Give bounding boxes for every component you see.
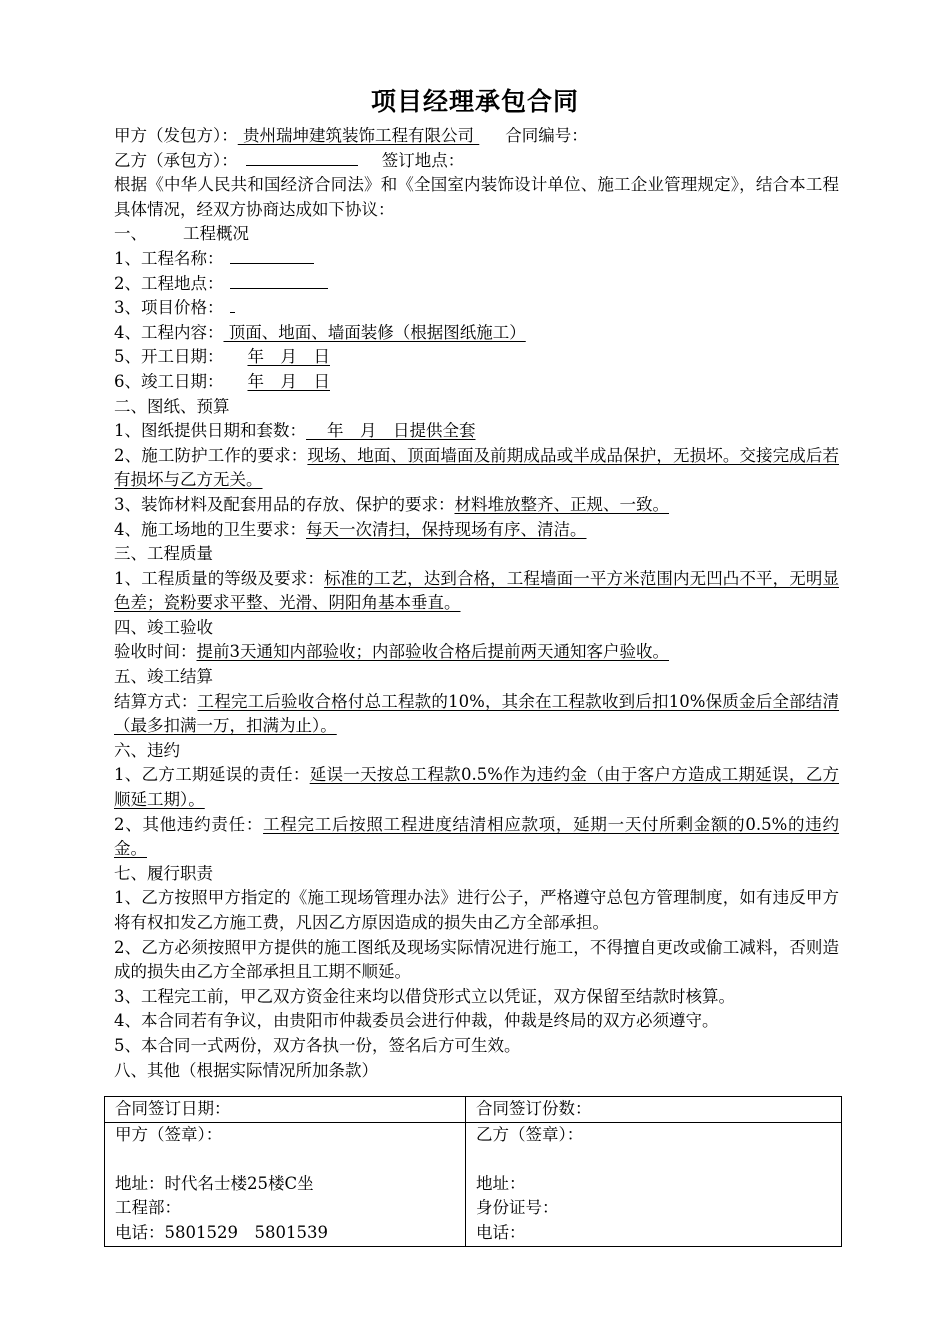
duty-item-5: 5、本合同一式两份，双方各执一份，签名后方可生效。 — [114, 1035, 521, 1055]
other-liability — [114, 813, 839, 862]
drawings-date-line — [114, 419, 839, 444]
party-b-sign-cell[interactable] — [466, 1122, 842, 1246]
delay-liability-label: 1、乙方工期延误的责任： — [114, 765, 310, 785]
party-b-address: 地址： — [476, 1173, 526, 1193]
contract-body — [114, 124, 839, 1083]
party-b-id: 身份证号： — [476, 1198, 559, 1218]
project-site-line — [114, 272, 839, 297]
sign-date-label: 合同签订日期： — [115, 1099, 231, 1118]
party-b-label: 乙方（承包方）： — [114, 150, 238, 170]
end-date-label: 6、竣工日期： — [114, 371, 224, 391]
acceptance-time-line — [114, 640, 839, 665]
copies-cell[interactable] — [466, 1097, 842, 1123]
project-site-blank[interactable] — [230, 272, 328, 289]
drawings-date-value: 年 月 日提供全套 — [306, 421, 476, 441]
project-price-label: 3、项目价格： — [114, 298, 224, 318]
end-date-line — [114, 370, 839, 395]
project-content-line — [114, 321, 839, 346]
project-site-label: 2、工程地点： — [114, 273, 224, 293]
party-a-sign-cell[interactable] — [105, 1122, 466, 1246]
party-b-seal-label: 乙方（签章）： — [476, 1124, 584, 1144]
intro-paragraph: 根据《中华人民共和国经济合同法》和《全国室内装饰设计单位、施工企业管理规定》，结合本工程具体情况，经双方协商达成如下协议： — [114, 175, 839, 219]
section-3-heading: 三、工程质量 — [114, 544, 213, 564]
start-date-label: 5、开工日期： — [114, 347, 224, 367]
quality-label: 1、工程质量的等级及要求： — [114, 568, 325, 588]
section-4-heading: 四、竣工验收 — [114, 617, 213, 637]
drawings-date-label: 1、图纸提供日期和套数： — [114, 421, 306, 441]
duty-item-3: 3、工程完工前，甲乙双方资金往来均以借贷形式立以凭证，双方保留至结款时核算。 — [114, 986, 735, 1006]
settlement-value: 工程完工后验收合格付总工程款的10%，其余在工程款收到后扣10%保质金后全部结清（最多扣满一万，扣满为止）。 — [114, 691, 840, 736]
contract-no-label: 合同编号： — [505, 126, 588, 145]
project-name-blank[interactable] — [230, 247, 314, 264]
section-1-heading — [114, 222, 839, 247]
section-6-heading: 六、违约 — [114, 740, 180, 760]
party-a-spacer — [115, 1147, 465, 1172]
material-storage-label: 3、装饰材料及配套用品的存放、保护的要求： — [114, 494, 455, 514]
protection-label: 2、施工防护工作的要求： — [114, 445, 308, 465]
section-1-number: 一、 — [114, 224, 147, 244]
copies-label: 合同签订份数： — [476, 1099, 592, 1118]
project-price-line — [114, 296, 839, 321]
acceptance-time-label: 验收时间： — [114, 642, 197, 662]
party-b-phone: 电话： — [476, 1222, 526, 1242]
section-7-heading: 七、履行职责 — [114, 863, 213, 883]
end-date-text: 年 月 日 — [247, 371, 330, 391]
project-name-line — [114, 247, 839, 272]
party-b-blank[interactable] — [246, 149, 358, 166]
other-liability-label: 2、其他违约责任： — [114, 814, 264, 834]
sign-place-label: 签订地点： — [381, 150, 465, 170]
project-price-blank[interactable] — [230, 296, 235, 313]
party-a-phone: 电话：5801529 5801539 — [115, 1222, 328, 1242]
section-5-heading: 五、竣工结算 — [114, 667, 213, 687]
party-b-line — [114, 149, 839, 174]
settlement-label: 结算方式： — [114, 691, 198, 711]
signature-table — [104, 1096, 842, 1247]
settlement-method — [114, 690, 839, 739]
start-date-value: 年 月 日 — [247, 347, 330, 367]
duty-item-2: 2、乙方必须按照甲方提供的施工图纸及现场实际情况进行施工，不得擅自更改或偷工减料，否则造成的损失由乙方全部承担且工期不顺延。 — [114, 937, 839, 982]
quality-requirement — [114, 567, 839, 616]
site-hygiene-label: 4、施工场地的卫生要求： — [114, 519, 306, 539]
section-2-heading: 二、图纸、预算 — [114, 396, 230, 416]
site-hygiene-value: 每天一次清扫，保持现场有序、清洁。 — [306, 519, 587, 539]
delay-liability — [114, 763, 839, 812]
protection-requirement — [114, 444, 839, 493]
party-a-seal-label: 甲方（签章）： — [115, 1124, 223, 1144]
material-storage-line — [114, 493, 839, 518]
quality-value: 标准的工艺，达到合格，工程墙面一平方米范围内无凹凸不平，无明显色差；瓷粉要求平整、光滑、阴阳角基本垂直。 — [114, 568, 840, 613]
acceptance-time-value: 提前3天通知内部验收；内部验收合格后提前两天通知客户验收。 — [196, 642, 669, 662]
project-content-label: 4、工程内容： — [114, 322, 224, 342]
sign-date-cell[interactable] — [105, 1097, 466, 1123]
party-a-label: 甲方（发包方）： — [114, 126, 238, 145]
page-title: 项目经理承包合同 — [370, 87, 579, 116]
table-row — [105, 1097, 842, 1123]
site-hygiene-line — [114, 518, 839, 543]
section-1-title: 工程概况 — [183, 224, 249, 244]
party-a-dept: 工程部： — [115, 1198, 181, 1218]
party-a-line — [114, 124, 839, 149]
table-row — [105, 1122, 842, 1246]
project-name-label: 1、工程名称： — [114, 248, 224, 268]
delay-liability-value: 延误一天按总工程款0.5%作为违约金（由于客户方造成工期延误，乙方顺延工期）。 — [114, 765, 840, 810]
material-storage-value: 材料堆放整齐、正规、一致。 — [454, 494, 669, 514]
protection-value: 现场、地面、顶面墙面及前期成品或半成品保护，无损坏。交接完成后若有损坏与乙方无关。 — [114, 445, 840, 490]
party-b-spacer — [476, 1147, 841, 1172]
other-liability-value: 工程完工后按照工程进度结清相应款项，延期一天付所剩金额的0.5%的违约金。 — [114, 814, 840, 859]
duty-item-4: 4、本合同若有争议，由贵阳市仲裁委员会进行仲裁，仲裁是终局的双方必须遵守。 — [114, 1011, 719, 1031]
party-a-value: 贵州瑞坤建筑装饰工程有限公司 — [237, 126, 480, 145]
start-date-line — [114, 345, 839, 370]
project-content-value: 顶面、地面、墙面装修（根据图纸施工） — [223, 322, 526, 342]
section-8-heading: 八、其他（根据实际情况所加条款） — [114, 1060, 378, 1080]
end-date-value — [230, 372, 331, 391]
duty-item-1: 1、乙方按照甲方指定的《施工现场管理办法》进行公子，严格遵守总包方管理制度，如有违反甲方将有权扣发乙方施工费，凡因乙方原因造成的损失由乙方全部承担。 — [114, 888, 839, 932]
party-a-address: 地址：时代名士楼25楼C坐 — [115, 1173, 314, 1193]
